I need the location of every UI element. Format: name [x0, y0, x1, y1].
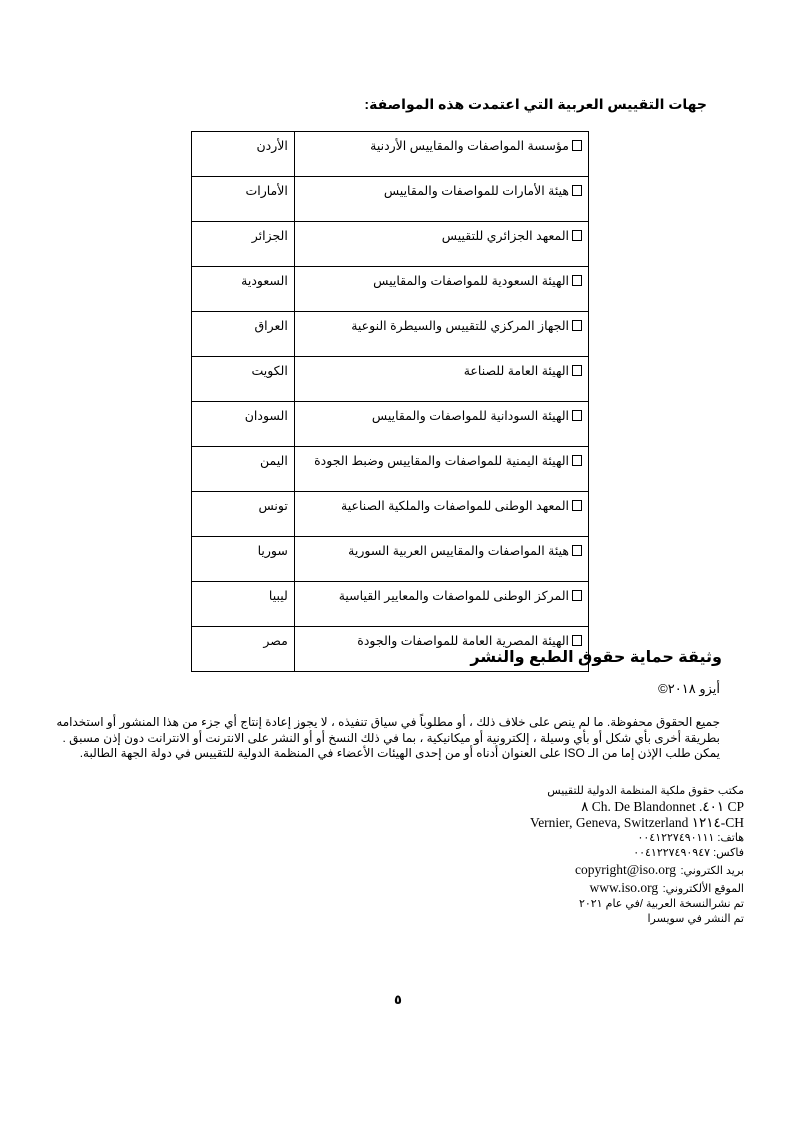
organization-name: الهيئة المصرية العامة للمواصفات والجودة: [357, 634, 569, 648]
checkbox-icon: [572, 545, 582, 556]
table-row: [192, 582, 589, 627]
country-cell: ليبيا: [192, 582, 295, 627]
checkbox-icon: [572, 590, 582, 601]
organization-name: الهيئة السودانية للمواصفات والمقاييس: [371, 409, 569, 423]
checkbox-icon: [572, 140, 582, 151]
copyright-paragraph-line: بطريقة أخرى بأي شكل أو بأي وسيلة ، إلكترونية أو ميكانيكية ، بما في ذلك النسخ أو أو النشر على الانترنت أو الانترانت دون إذن مسبق .: [62, 730, 720, 745]
table-row: [192, 447, 589, 492]
organization-cell: [294, 312, 588, 357]
checkbox-icon: [572, 455, 582, 466]
copyright-heading: وثيقة حماية حقوق الطبع والنشر: [470, 649, 722, 666]
arabic-edition-note: تم نشرالنسخة العربية /في عام ٢٠٢١: [578, 898, 744, 910]
organization-name: هيئة المواصفات والمقاييس العربية السورية: [348, 544, 569, 558]
office-name: مكتب حقوق ملكية المنظمة الدولية للتقييس: [547, 785, 744, 797]
country-cell: الأمارات: [192, 177, 295, 222]
iso-copyright-year: أيزو ٢٠١٨©: [658, 681, 720, 696]
organization-cell: [294, 492, 588, 537]
email-label: بريد الكتروني:: [680, 865, 744, 877]
checkbox-icon: [572, 500, 582, 511]
iso-address-block: [530, 784, 744, 927]
organization-cell: [294, 402, 588, 447]
organization-cell: [294, 447, 588, 492]
country-cell: سوريا: [192, 537, 295, 582]
copyright-paragraph-line: يمكن طلب الإذن إما من الـ ISO على العنوان أدناه أو من إحدى الهيئات الأعضاء في المنظمة الدولية للتقييس في دولة الجهة الطالبة.: [79, 746, 720, 760]
table-row: [192, 357, 589, 402]
country-cell: اليمن: [192, 447, 295, 492]
organization-cell: [294, 537, 588, 582]
organization-cell: [294, 582, 588, 627]
organization-name: المركز الوطنى للمواصفات والمعايير القياسية: [338, 589, 569, 603]
organization-name: الهيئة العامة للصناعة: [463, 364, 569, 378]
country-cell: الجزائر: [192, 222, 295, 267]
organization-name: هيئة الأمارات للمواصفات والمقاييس: [383, 184, 569, 198]
published-in-note: تم النشر في سويسرا: [647, 913, 744, 925]
table-row: [192, 537, 589, 582]
fax-number: فاكس: ٠٠٤١٢٢٧٤٩٠٩٤٧: [633, 847, 744, 859]
adopting-bodies-heading: جهات التقييس العربية التي اعتمدت هذه المواصفة:: [364, 96, 707, 112]
organization-cell: [294, 267, 588, 312]
organization-cell: [294, 132, 588, 177]
table-row: [192, 267, 589, 312]
copyright-paragraph-line: جميع الحقوق محفوظة. ما لم ينص على خلاف ذلك ، أو مطلوباً في سياق تنفيذه ، لا يجوز إعادة إنتاج أي جزء من هذا المنشور أو استخدامه: [56, 715, 720, 729]
table-row: [192, 492, 589, 537]
checkbox-icon: [572, 230, 582, 241]
page-number: ٥: [394, 992, 402, 1007]
organization-name: الجهاز المركزي للتقييس والسيطرة النوعية: [351, 319, 569, 333]
website-link[interactable]: www.iso.org: [589, 880, 659, 895]
table-row: [192, 402, 589, 447]
email-link[interactable]: copyright@iso.org: [574, 862, 677, 877]
table-row: [192, 222, 589, 267]
country-cell: مصر: [192, 627, 295, 672]
country-cell: الأردن: [192, 132, 295, 177]
checkbox-icon: [572, 185, 582, 196]
table-row: [192, 177, 589, 222]
organization-name: الهيئة السعودية للمواصفات والمقاييس: [373, 274, 569, 288]
organization-name: المعهد الجزائري للتقييس: [441, 229, 569, 243]
phone-number: هاتف: ٠٠٤١٢٢٧٤٩٠١١١: [637, 832, 744, 844]
organization-name: الهيئة اليمنية للمواصفات والمقاييس وضبط الجودة: [314, 454, 569, 468]
country-cell: السعودية: [192, 267, 295, 312]
website-line: [530, 879, 744, 897]
adopting-bodies-table: [191, 131, 589, 672]
country-cell: السودان: [192, 402, 295, 447]
organization-cell: [294, 177, 588, 222]
address-line-2: CH-١٢١٤ Vernier, Geneva, Switzerland: [529, 815, 744, 830]
country-cell: العراق: [192, 312, 295, 357]
address-line-1: CP ٤٠١. Ch. De Blandonnet ٨: [581, 799, 744, 814]
checkbox-icon: [572, 275, 582, 286]
country-cell: تونس: [192, 492, 295, 537]
checkbox-icon: [572, 365, 582, 376]
checkbox-icon: [572, 320, 582, 331]
organization-name: مؤسسة المواصفات والمقاييس الأردنية: [370, 139, 569, 153]
organization-name: المعهد الوطنى للمواصفات والملكية الصناعية: [341, 499, 569, 513]
website-label: الموقع الألكتروني:: [662, 883, 744, 895]
email-line: [530, 861, 744, 879]
copyright-paragraph: [56, 715, 720, 762]
organization-cell: [294, 357, 588, 402]
checkbox-icon: [572, 635, 582, 646]
checkbox-icon: [572, 410, 582, 421]
table-row: [192, 312, 589, 357]
table-row: [192, 132, 589, 177]
organization-cell: [294, 222, 588, 267]
country-cell: الكويت: [192, 357, 295, 402]
